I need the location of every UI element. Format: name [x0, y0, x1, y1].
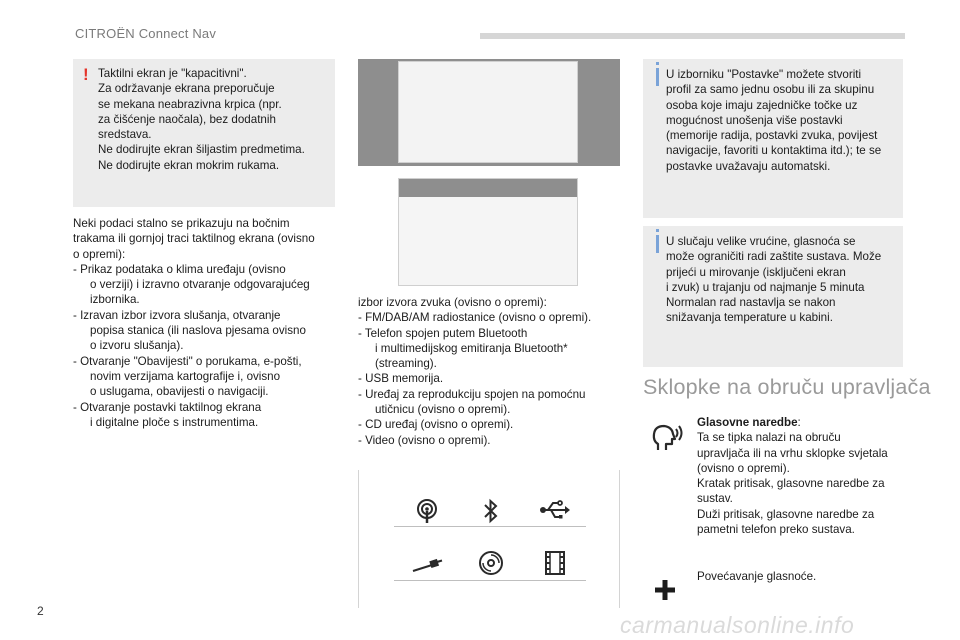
- video-icon: [532, 550, 577, 582]
- voice-command-text: [697, 415, 907, 537]
- voice-line: sustav.: [697, 492, 733, 506]
- list-item: [358, 310, 628, 325]
- list-item-line: - Telefon spojen putem Bluetooth: [358, 326, 528, 340]
- voice-line: upravljača ili na vrhu sklopke svjetala: [697, 446, 888, 460]
- info-line: prijeći u mirovanje (isključeni ekran: [666, 265, 846, 279]
- left-body: [73, 216, 343, 430]
- voice-line: pametni telefon preko sustava.: [697, 523, 855, 537]
- voice-line: Ta se tipka nalazi na obruču: [697, 431, 841, 445]
- paragraph-line: izbor izvora zvuka (ovisno o opremi):: [358, 296, 547, 309]
- info-line: U slučaju velike vrućine, glasnoća se: [666, 235, 856, 248]
- info-box-heat: [643, 226, 903, 367]
- list-item-line: o uslugama, obavijesti o navigaciji.: [90, 385, 269, 399]
- info-line: U izborniku "Postavke" možete stvoriti: [666, 68, 862, 81]
- usb-icon: [532, 500, 577, 526]
- list-item-line: - Izravan izbor izvora slušanja, otvaranje: [73, 308, 281, 322]
- list-item-line: - Uređaj za reprodukciju spojen na pomoćnu: [358, 387, 586, 401]
- footer-watermark: carmanualsonline.info: [620, 612, 855, 638]
- voice-heading: [697, 415, 907, 430]
- paragraph-line: o opremi):: [73, 247, 126, 261]
- exclamation-icon: !: [83, 65, 89, 84]
- info-line: mogućnost unošenja više postavki: [666, 113, 843, 127]
- list-item: [358, 326, 628, 372]
- volume-up-text: Povećavanje glasnoće.: [697, 570, 817, 583]
- warning-line: za čišćenje naočala), bez dodatnih: [98, 112, 276, 126]
- screen-illustration-top: [358, 59, 620, 166]
- info-line: Normalan rad nastavlja se nakon: [666, 296, 836, 310]
- info-line: navigacije, favoriti u kontaktima itd.); te se: [666, 144, 882, 158]
- list-item: [73, 308, 343, 354]
- info-line: i zvuk) u trajanju od najmanje 5 minuta: [666, 280, 865, 294]
- screen-top-bar: [399, 179, 577, 197]
- list-item-line: o verziji) i izravno otvaranje odgovarajućeg: [90, 278, 310, 292]
- list-item-line: - CD uređaj (ovisno o opremi).: [358, 418, 514, 432]
- info-line: može ograničiti radi zaštite sustava. Može: [666, 250, 882, 264]
- voice-line: Kratak pritisak, glasovne naredbe za: [697, 477, 885, 491]
- info-text: [666, 67, 881, 174]
- list-item-line: i multimedijskog emitiranja Bluetooth*: [375, 341, 568, 355]
- info-box-profiles: [643, 59, 903, 218]
- icon-divider: [394, 580, 458, 581]
- info-icon: [656, 68, 659, 86]
- list-item: [358, 371, 628, 386]
- list-item-line: novim verzijama kartografije i, ovisno: [90, 369, 281, 383]
- icon-divider: [522, 526, 586, 527]
- paragraph-line: trakama ili gornjoj traci taktilnog ekrana (ovisno: [73, 232, 315, 246]
- info-line: osoba koje imaju zajedničke točke uz: [666, 98, 858, 112]
- middle-body: [358, 295, 628, 448]
- list-item-line: popisa stanica (ili naslova pjesama ovisno: [90, 324, 306, 338]
- screen-illustration-bottom: [398, 178, 578, 286]
- list-item-line: izbornika.: [90, 293, 140, 307]
- icon-divider: [522, 580, 586, 581]
- list-item-line: - Otvaranje "Obavijesti" o porukama, e-pošti,: [73, 354, 302, 368]
- section-title: Sklopke na obruču upravljača: [643, 375, 931, 399]
- list-item-line: (streaming).: [375, 357, 437, 371]
- warning-line: sredstava.: [98, 128, 152, 142]
- warning-line: se mekana neabrazivna krpica (npr.: [98, 97, 282, 111]
- screen-display: [398, 61, 578, 163]
- voice-line: (ovisno o opremi).: [697, 461, 790, 475]
- icon-divider: [458, 526, 522, 527]
- info-line: postavke uvažavaju automatski.: [666, 159, 831, 173]
- warning-text: [98, 66, 305, 173]
- list-item-line: - Otvaranje postavki taktilnog ekrana: [73, 400, 262, 414]
- warning-line: Taktilni ekran je "kapacitivni".: [98, 67, 247, 80]
- warning-line: Za održavanje ekrana preporučuje: [98, 82, 275, 96]
- info-text: [666, 234, 881, 326]
- list-item-line: utičnicu (ovisno o opremi).: [375, 403, 511, 417]
- cd-icon: [468, 550, 513, 582]
- list-item: [73, 400, 343, 431]
- icon-divider: [458, 580, 522, 581]
- list-item-line: o izvoru slušanja).: [90, 339, 184, 353]
- voice-heading-bold: Glasovne naredbe: [697, 416, 798, 429]
- aux-cable-icon: [404, 554, 449, 582]
- list-item: [73, 262, 343, 308]
- page-number: 2: [37, 604, 44, 618]
- voice-heading-colon: :: [797, 416, 801, 429]
- voice-line: Duži pritisak, glasovne naredbe za: [697, 507, 875, 521]
- list-item-line: - USB memorija.: [358, 372, 444, 386]
- list-item: [358, 387, 628, 418]
- info-line: (memorije radija, postavki zvuka, povijest: [666, 129, 878, 143]
- info-line: profil za samo jednu osobu ili za skupinu: [666, 83, 875, 97]
- list-item: [358, 417, 628, 432]
- warning-line: Ne dodirujte ekran mokrim rukama.: [98, 158, 280, 172]
- list-item-line: - Video (ovisno o opremi).: [358, 433, 491, 447]
- list-item-line: i digitalne ploče s instrumentima.: [90, 415, 259, 429]
- warning-line: Ne dodirujte ekran šiljastim predmetima.: [98, 143, 305, 157]
- header-title: CITROËN Connect Nav: [75, 26, 217, 41]
- paragraph-line: Neki podaci stalno se prikazuju na bočnim: [73, 217, 290, 230]
- plus-icon: [654, 579, 676, 606]
- list-item: [358, 433, 628, 448]
- source-icons-panel: [358, 470, 620, 608]
- voice-command-icon: [648, 420, 684, 461]
- icon-divider: [394, 526, 458, 527]
- header-rule: [480, 33, 905, 39]
- list-item-line: - FM/DAB/AM radiostanice (ovisno o opremi).: [358, 311, 592, 325]
- warning-box: [73, 59, 335, 207]
- info-line: snižavanja temperature u kabini.: [666, 311, 833, 325]
- info-icon: [656, 235, 659, 253]
- list-item: [73, 354, 343, 400]
- list-item-line: - Prikaz podataka o klima uređaju (ovisno: [73, 262, 286, 276]
